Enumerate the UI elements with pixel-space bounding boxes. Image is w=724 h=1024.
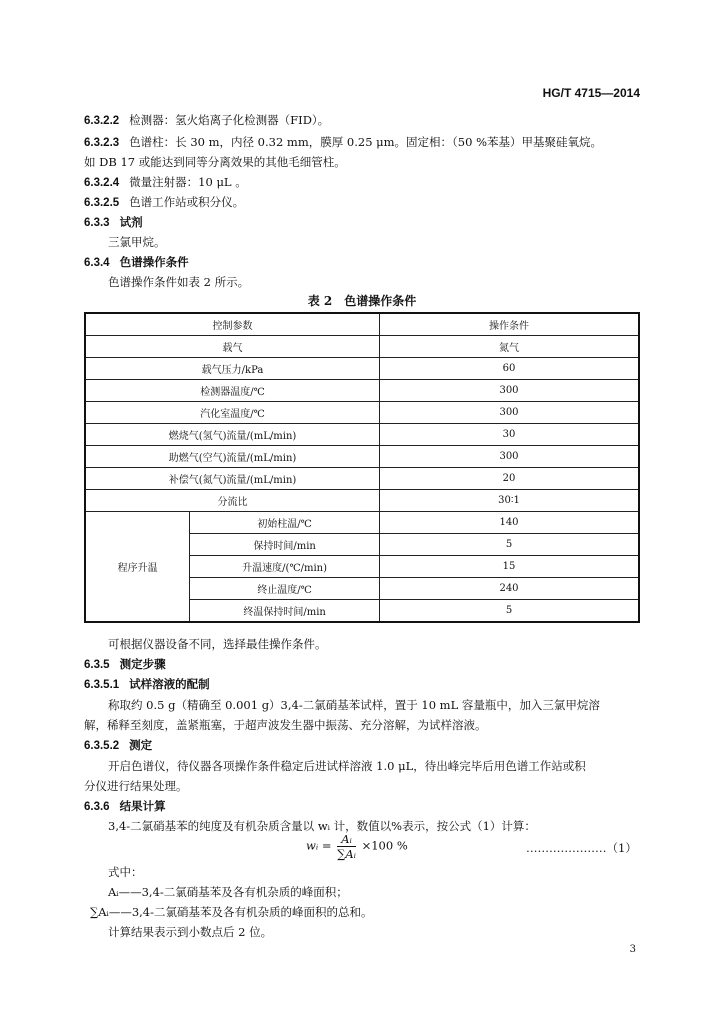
value-cell: 20: [380, 468, 639, 490]
table-row: [85, 358, 639, 380]
table-row: [85, 468, 639, 490]
param-cell: 助燃气(空气)流量/(mL/min): [85, 446, 380, 468]
param-cell: 分流比: [85, 490, 380, 512]
section-number: 6.3.4: [84, 257, 110, 269]
section-6-3-3-heading: [84, 214, 143, 230]
clause-6-3-2-3-cont: 如 DB 17 或能达到同等分离效果的其他毛细管柱。: [84, 155, 346, 169]
section-title: 结果计算: [119, 801, 166, 813]
param-cell: 初始柱温/℃: [190, 512, 380, 534]
formula-denominator: ∑Aᵢ: [337, 847, 356, 861]
clause-number: 6.3.2.2: [84, 115, 120, 127]
formula-rhs: ×100 %: [361, 838, 408, 853]
value-cell: 60: [380, 358, 639, 380]
section-title: 测定步骤: [119, 659, 166, 671]
section-number: 6.3.6: [84, 801, 110, 813]
section-number: 6.3.5: [84, 659, 110, 671]
clause-text: 检测器：氢火焰离子化检测器（FID）。: [129, 113, 330, 127]
formula-numerator: Aᵢ: [337, 832, 356, 847]
section-6-3-5-heading: [84, 656, 166, 672]
param-cell: 补偿气(氮气)流量/(mL/min): [85, 468, 380, 490]
where-item-sum-ai: ∑Aᵢ——3,4-二氯硝基苯及各有机杂质的峰面积的总和。: [90, 905, 373, 919]
where-item-ai: Aᵢ——3,4-二氯硝基苯及各有机杂质的峰面积；: [108, 885, 348, 899]
table-row: [85, 336, 639, 358]
formula-lhs: wᵢ =: [306, 838, 332, 853]
section-6-3-5-1-line1: 称取约 0.5 g（精确至 0.001 g）3,4-二氯硝基苯试样，置于 10 mL 容量瓶中，加入三氯甲烷溶: [108, 698, 600, 712]
param-cell: 升温速度/(℃/min): [190, 556, 380, 578]
section-6-3-5-1-heading: [84, 676, 210, 692]
section-number: 6.3.5.2: [84, 740, 120, 752]
table-row: [85, 512, 639, 534]
chromatography-conditions-table: [84, 312, 640, 623]
param-cell: 燃烧气(氢气)流量/(mL/min): [85, 424, 380, 446]
formula-fraction: [337, 832, 356, 861]
clause-number: 6.3.2.4: [84, 177, 120, 189]
value-cell: 240: [380, 578, 639, 600]
table-row: [85, 446, 639, 468]
section-6-3-4-heading: [84, 254, 189, 270]
value-cell: 5: [380, 600, 639, 623]
table-caption: 表 2 色谱操作条件: [307, 294, 417, 308]
header-cell: 控制参数: [85, 313, 380, 336]
table-row: [85, 402, 639, 424]
value-cell: 300: [380, 446, 639, 468]
section-6-3-3-body: 三氯甲烷。: [108, 235, 166, 249]
section-6-3-5-2-line2: 分仪进行结果处理。: [84, 779, 188, 793]
param-cell: 汽化室温度/℃: [85, 402, 380, 424]
section-number: 6.3.3: [84, 217, 110, 229]
clause-6-3-2-3: [84, 134, 602, 150]
section-6-3-5-2-line1: 开启色谱仪，待仪器各项操作条件稳定后进试样溶液 1.0 μL，待出峰完毕后用色谱工作站或积: [108, 759, 586, 773]
clause-number: 6.3.2.3: [84, 137, 120, 149]
program-temperature-label: 程序升温: [85, 512, 190, 623]
value-cell: 300: [380, 380, 639, 402]
value-cell: 140: [380, 512, 639, 534]
table-row: [85, 490, 639, 512]
standard-code-header: HG/T 4715—2014: [542, 86, 640, 100]
section-number: 6.3.5.1: [84, 679, 120, 691]
param-cell: 终止温度/℃: [190, 578, 380, 600]
section-title: 测定: [129, 740, 153, 752]
table-row: [85, 380, 639, 402]
table-header-row: [85, 313, 639, 336]
clause-text: 色谱柱：长 30 m，内径 0.32 mm，膜厚 0.25 μm。固定相：（50 %苯基）甲基聚硅氧烷。: [129, 135, 603, 149]
clause-number: 6.3.2.5: [84, 197, 120, 209]
where-intro: 式中：: [108, 865, 143, 879]
formula-number: …………………（1）: [526, 841, 637, 855]
value-cell: 15: [380, 556, 639, 578]
param-cell: 载气: [85, 336, 380, 358]
param-cell: 检测器温度/℃: [85, 380, 380, 402]
section-6-3-5-2-heading: [84, 737, 152, 753]
page-number: 3: [629, 944, 636, 955]
clause-6-3-2-2: [84, 112, 329, 128]
section-6-3-6-line1: 3,4-二氯硝基苯的纯度及有机杂质含量以 wᵢ 计，数值以%表示，按公式（1）计算：: [108, 819, 536, 833]
value-cell: 300: [380, 402, 639, 424]
result-precision-note: 计算结果表示到小数点后 2 位。: [108, 925, 273, 939]
header-cell: 操作条件: [380, 313, 639, 336]
section-title: 试剂: [119, 217, 143, 229]
param-cell: 终温保持时间/min: [190, 600, 380, 623]
clause-text: 微量注射器：10 μL 。: [129, 175, 247, 189]
purity-formula: [306, 832, 408, 861]
value-cell: 氮气: [380, 336, 639, 358]
section-title: 色谱操作条件: [119, 257, 189, 269]
section-6-3-6-heading: [84, 798, 166, 814]
clause-text: 色谱工作站或积分仪。: [129, 195, 245, 209]
value-cell: 30: [380, 424, 639, 446]
table-note: 可根据仪器设备不同，选择最佳操作条件。: [108, 637, 327, 651]
section-6-3-4-body: 色谱操作条件如表 2 所示。: [108, 275, 250, 289]
clause-6-3-2-5: [84, 194, 244, 210]
section-6-3-5-1-line2: 解，稀释至刻度，盖紧瓶塞，于超声波发生器中振荡、充分溶解，为试样溶液。: [84, 718, 487, 732]
section-title: 试样溶液的配制: [129, 679, 210, 691]
param-cell: 载气压力/kPa: [85, 358, 380, 380]
clause-6-3-2-4: [84, 174, 247, 190]
param-cell: 保持时间/min: [190, 534, 380, 556]
table-row: [85, 424, 639, 446]
value-cell: 30∶1: [380, 490, 639, 512]
value-cell: 5: [380, 534, 639, 556]
